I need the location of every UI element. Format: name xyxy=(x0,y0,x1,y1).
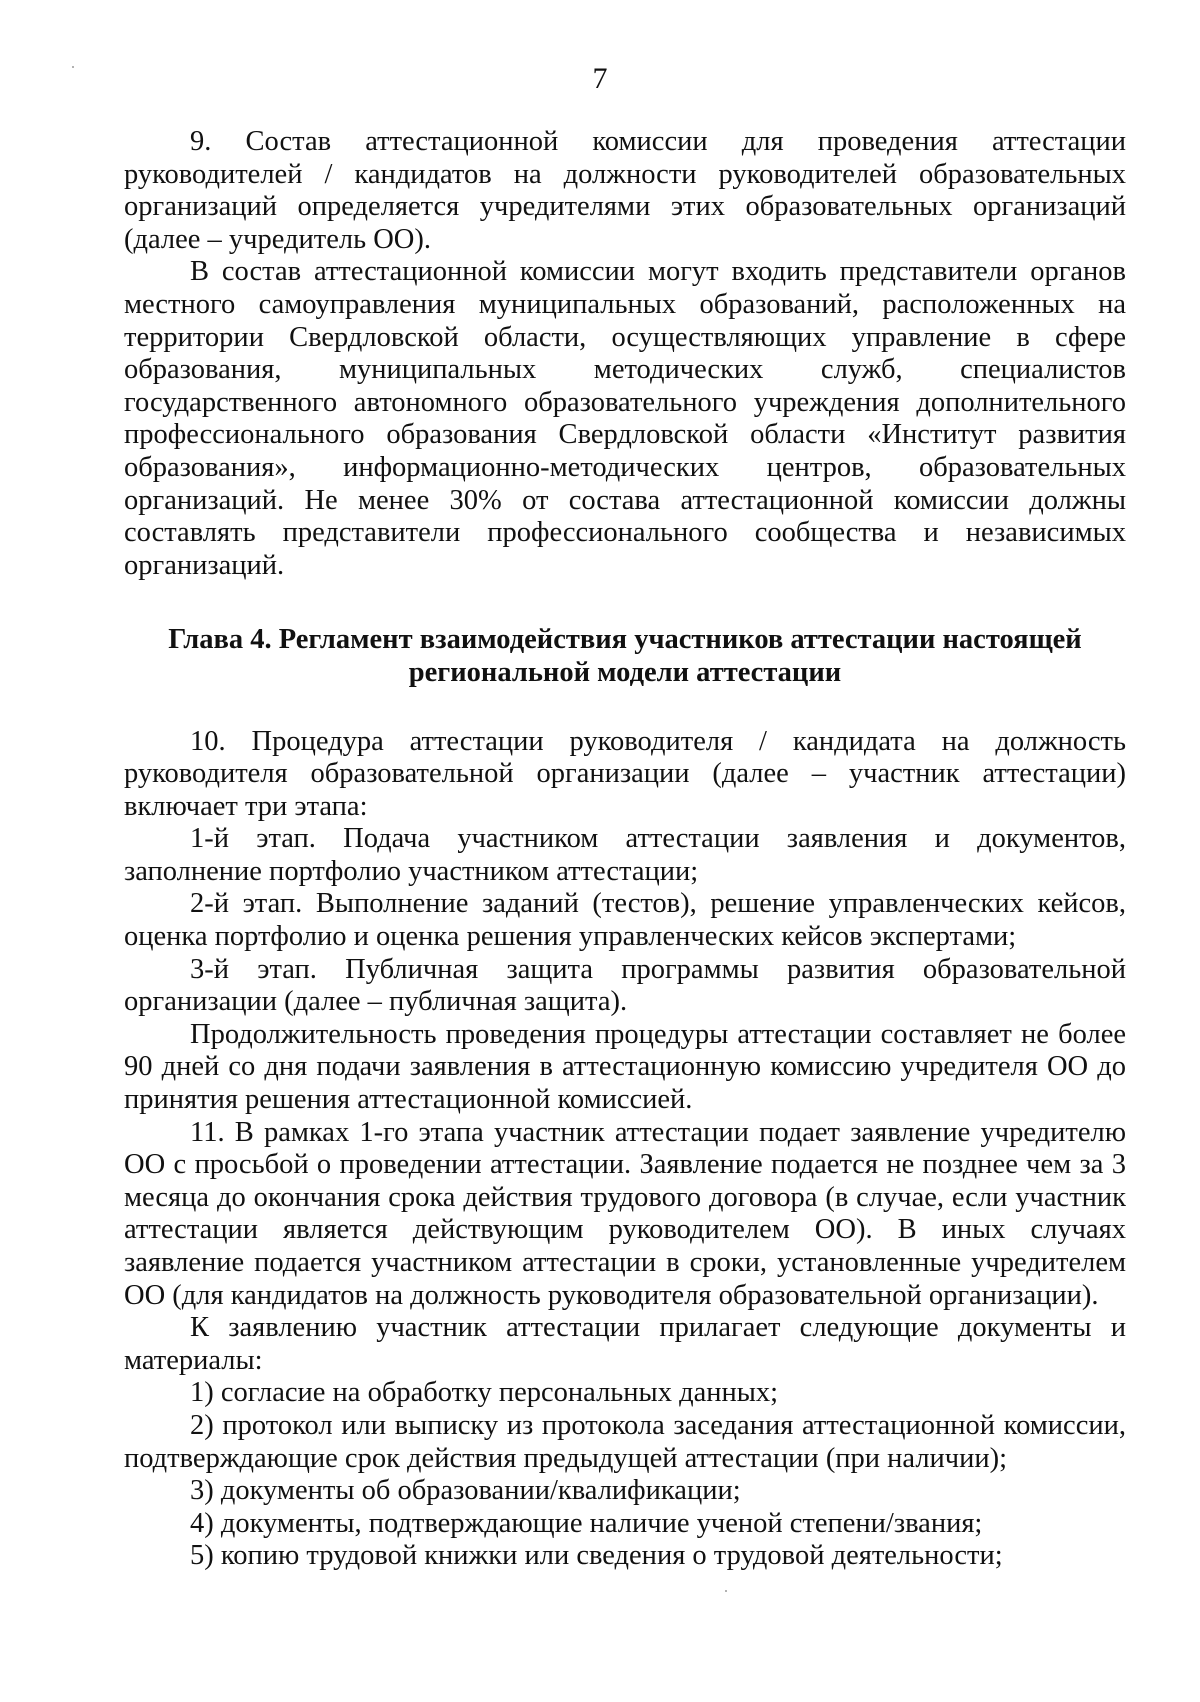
paragraph-stage-3: 3-й этап. Публичная защита программы развития образовательной организации (далее – публичная защита). xyxy=(124,953,1126,1018)
paragraph-duration: Продолжительность проведения процедуры аттестации составляет не более 90 дней со дня подачи заявления в аттестационную комиссию учредителя ОО до принятия решения аттестационной комиссией. xyxy=(124,1018,1126,1116)
paragraph-10-procedure: 10. Процедура аттестации руководителя / кандидата на должность руководителя образовательной организации (далее – участник аттестации) включает три этапа: xyxy=(124,725,1126,822)
paragraph-attachments-intro: К заявлению участник аттестации прилагает следующие документы и материалы: xyxy=(124,1312,1126,1376)
chapter-heading xyxy=(124,624,1126,689)
list-item-1: 1) согласие на обработку персональных данных; xyxy=(190,1377,779,1409)
paragraph-stage-2: 2-й этап. Выполнение заданий (тестов), решение управленческих кейсов, оценка портфолио и оценка решения управленческих кейсов экспертами; xyxy=(124,888,1126,953)
chapter-heading-line-2: региональной модели аттестации xyxy=(408,656,842,688)
page-number: 7 xyxy=(592,62,608,95)
chapter-heading-line-1: Глава 4. Регламент взаимодействия участников аттестации настоящей xyxy=(168,624,1082,656)
list-item-2: 2) протокол или выписку из протокола заседания аттестационной комиссии, подтверждающие срок действия предыдущей аттестации (при наличии); xyxy=(124,1409,1126,1474)
paragraph-commission-members: В состав аттестационной комиссии могут входить представители органов местного самоуправления муниципальных образований, расположенных на территории Свердловской области, осуществляющих управление в сфере образования, муниципальных методических служб, специалистов государственного автономного образовательного учреждения дополнительного профессионального образования Свердловской области «Институт развития образования», информационно-методических центров, образовательных организаций. Не менее 30% от состава аттестационной комиссии должны составлять представители профессионального сообщества и независимых организаций. xyxy=(124,256,1126,581)
scan-speck xyxy=(725,1590,727,1592)
paragraph-11-application: 11. В рамках 1-го этапа участник аттестации подает заявление учредителю ОО с просьбой о проведении аттестации. Заявление подается не позднее чем за 3 месяца до окончания срока действия трудового договора (в случае, если участник аттестации является действующим руководителем ОО). В иных случаях заявление подается участником аттестации в сроки, установленные учредителем ОО (для кандидатов на должность руководителя образовательной организации). xyxy=(124,1116,1126,1311)
list-item-4: 4) документы, подтверждающие наличие ученой степени/звания; xyxy=(190,1507,983,1539)
list-item-5: 5) копию трудовой книжки или сведения о трудовой деятельности; xyxy=(190,1540,1003,1572)
paragraph-stage-1: 1-й этап. Подача участником аттестации заявления и документов, заполнение портфолио участником аттестации; xyxy=(124,823,1126,887)
paragraph-9-composition: 9. Состав аттестационной комиссии для проведения аттестации руководителей / кандидатов на должности руководителей образовательных организаций определяется учредителями этих образовательных организаций (далее – учредитель ОО). xyxy=(124,126,1126,255)
list-item-3: 3) документы об образовании/квалификации; xyxy=(190,1475,741,1507)
scan-speck xyxy=(72,66,74,68)
page-content xyxy=(124,126,1126,1573)
